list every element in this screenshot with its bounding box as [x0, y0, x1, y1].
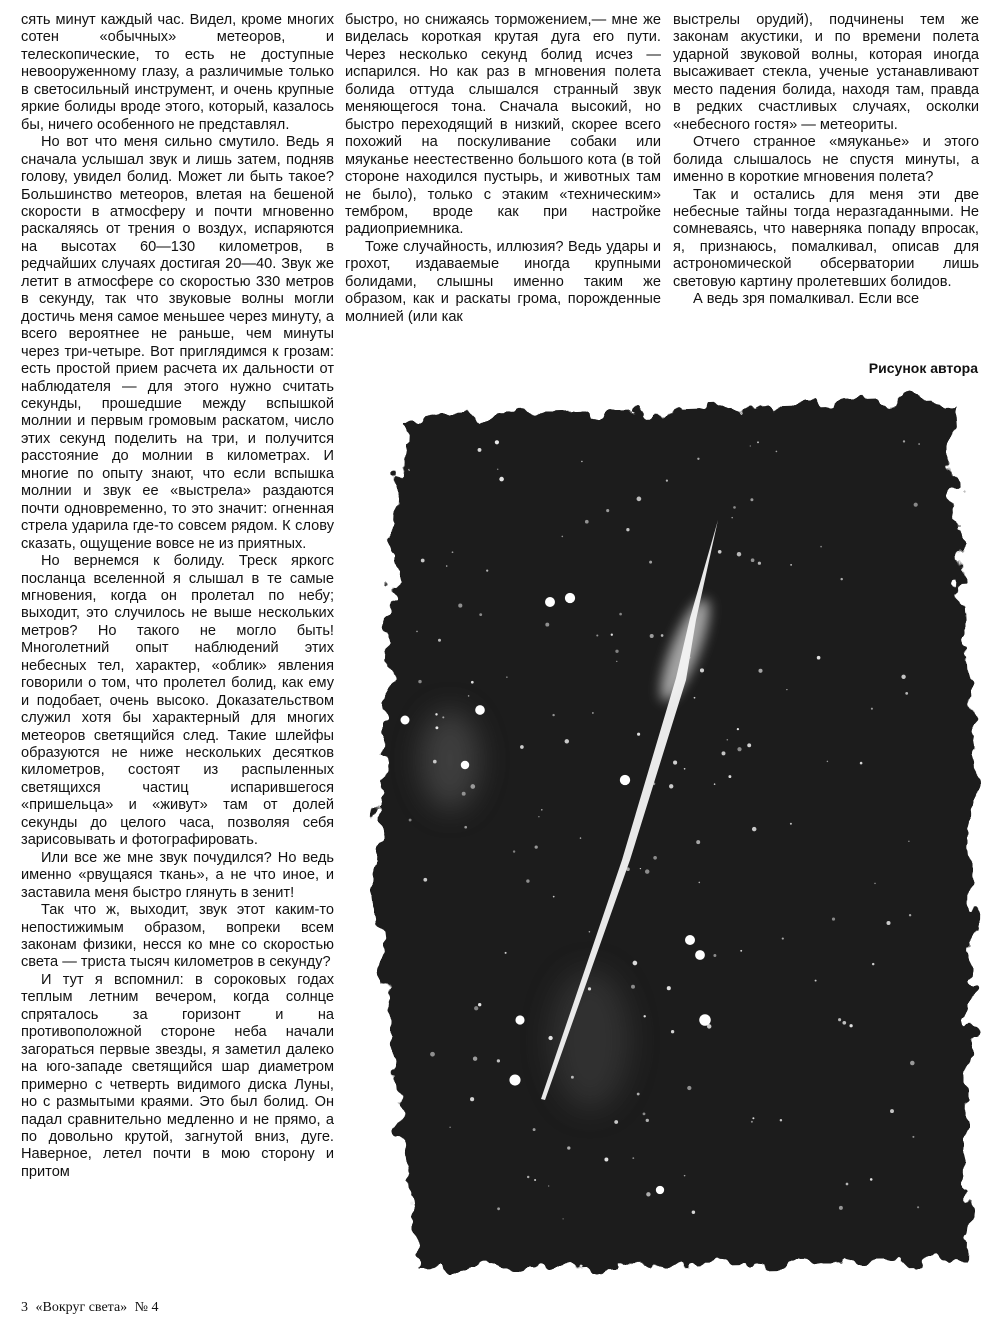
- paragraph: Отчего странное «мяуканье» и этого болида слышалось не спустя минуты, а именно в короткие мгновения полета?: [673, 134, 979, 186]
- star: [581, 461, 582, 462]
- star: [656, 1186, 664, 1194]
- nebula-glow: [420, 710, 480, 810]
- star: [506, 676, 507, 677]
- star: [479, 613, 482, 616]
- star: [541, 809, 543, 811]
- star: [475, 705, 485, 715]
- star: [509, 1074, 520, 1085]
- star: [918, 443, 920, 445]
- star: [430, 1052, 435, 1057]
- star: [653, 856, 657, 860]
- star: [461, 761, 469, 769]
- star: [832, 918, 835, 921]
- meteor-night-sky-illustration: [360, 380, 990, 1280]
- star: [548, 1185, 549, 1186]
- star: [645, 869, 649, 873]
- star: [606, 509, 609, 512]
- star: [842, 1021, 846, 1025]
- star: [619, 613, 622, 616]
- star: [914, 503, 918, 507]
- star: [688, 656, 690, 658]
- star: [535, 845, 538, 848]
- star: [849, 1024, 852, 1027]
- star: [611, 634, 613, 636]
- star: [410, 1201, 413, 1204]
- page-footer: [21, 1300, 163, 1316]
- page-number: 3: [21, 1300, 28, 1315]
- star: [697, 458, 699, 460]
- star: [545, 623, 549, 627]
- star: [499, 477, 504, 482]
- star: [671, 1030, 674, 1033]
- star: [790, 564, 792, 566]
- text-column-3: [673, 12, 979, 309]
- star: [446, 565, 448, 567]
- star: [714, 783, 716, 785]
- star: [890, 1109, 894, 1113]
- star: [538, 816, 539, 817]
- star: [870, 1178, 873, 1181]
- star: [462, 792, 466, 796]
- star: [438, 639, 441, 642]
- star: [684, 1175, 686, 1177]
- star: [737, 728, 739, 730]
- star: [658, 763, 659, 764]
- star: [685, 935, 695, 945]
- star: [737, 552, 741, 556]
- star: [553, 896, 555, 898]
- paragraph: Но вот что меня сильно смутило. Ведь я сначала услышал звук и лишь затем, подняв голову, увидел болид. Может ли быть такое? Большинство метеоров, влетая на бешеной скорости в атмосферу и почти мгновенно раскаляясь от трения о воздух, испаряются на высотах 60—130 километров, в редчайших случаях достигая 20—40. Звук же летит в атмосфере со скоростью 330 метров в секунду, так что звуковые волны могли достичь меня самое меньшее через минуту, а всего вероятнее не раньше, чем минуты через три-четыре. Вот приглядимся к грозам: есть простой прием расчета их дальности от наблюдателя — для этого нужно считать секунды, прошедшие между вспышкой молнии и первым громовым раскатом, число этих секунд поделить на три, и получится расстояние до молнии в километрах. И многие по опыту знают, что если вспышка молнии и звук ее «выстрела» раздаются почти одновременно, то это значит: огненная стрела ударила где-то совсем рядом. К слову сказать, ощущение вовсе не из приятных.: [21, 134, 334, 552]
- night-sky-brush-area: [375, 400, 975, 1270]
- star: [633, 961, 638, 966]
- star: [840, 578, 842, 580]
- star: [669, 784, 673, 788]
- star: [526, 879, 529, 882]
- star: [718, 550, 722, 554]
- illustration-caption: Рисунок автора: [868, 360, 978, 376]
- star: [700, 668, 704, 672]
- star: [567, 1146, 570, 1149]
- star: [684, 768, 686, 770]
- star: [435, 713, 437, 715]
- paragraph: Но вернемся к болиду. Треск яркогс посланца вселенной я слышал в те самые мгновения, когда он пролетал по небу; выходит, это случилось не выше нескольких метров? Но такого не могло быть! Многолетний опыт наблюдений этих небесных тел, характер, «облик» явления говорили о том, что пролетел болид, как ему и подобает, очень высоко. Доказательством служил хотя бы характерный для многих метеоров светящийся след. Такие шлейфы образуются не ниже нескольких десятков километров, состоят из распыленных светящихся частиц испарившегося «пришельца» и «живут» там от долей секунды до целого часа, позволяя себя зарисовывать и фотографировать.: [21, 553, 334, 849]
- star: [910, 1061, 915, 1066]
- star: [776, 451, 778, 453]
- star: [470, 784, 475, 789]
- magazine-name: «Вокруг света»: [35, 1300, 128, 1315]
- paragraph: Так что ж, выходит, звук этот каким-то непостижимым образом, вопреки всем законам физики, несся ко мне со скоростью света — триста тысяч километров в секунду?: [21, 902, 334, 971]
- star: [751, 1121, 753, 1123]
- star: [637, 1093, 640, 1096]
- star: [838, 1018, 841, 1021]
- star: [643, 1113, 646, 1116]
- star: [565, 739, 569, 743]
- star: [908, 841, 909, 842]
- star: [820, 546, 822, 548]
- star: [871, 708, 873, 710]
- star: [474, 1006, 478, 1010]
- star: [912, 1136, 914, 1138]
- paragraph: Или все же мне звук почудился? Но ведь именно «рвущаяся ткань», а не что иное, и заставила меня быстро глянуть в зенит!: [21, 849, 334, 901]
- star: [917, 1206, 919, 1208]
- star: [815, 980, 817, 982]
- star: [839, 1206, 843, 1210]
- star: [901, 675, 905, 679]
- star: [533, 1128, 536, 1131]
- star: [585, 520, 589, 524]
- star: [433, 760, 437, 764]
- star: [468, 695, 470, 697]
- star: [713, 954, 716, 957]
- star: [640, 868, 641, 869]
- star: [909, 914, 911, 916]
- star: [905, 692, 908, 695]
- star: [650, 634, 654, 638]
- star: [626, 528, 629, 531]
- star: [421, 559, 425, 563]
- star: [637, 497, 642, 502]
- star: [752, 1117, 754, 1119]
- star: [513, 850, 515, 852]
- star: [886, 921, 890, 925]
- star: [565, 593, 575, 603]
- star: [545, 597, 555, 607]
- star: [722, 751, 726, 755]
- star: [409, 819, 412, 822]
- star: [666, 480, 668, 482]
- star: [442, 716, 444, 718]
- star: [478, 448, 482, 452]
- star: [632, 1157, 634, 1159]
- text-column-2: [345, 12, 661, 326]
- star: [694, 697, 696, 699]
- star: [695, 950, 705, 960]
- star: [699, 1014, 711, 1026]
- star: [401, 716, 410, 725]
- star: [497, 1059, 500, 1062]
- star: [515, 1015, 524, 1024]
- star: [495, 440, 499, 444]
- star: [449, 1126, 451, 1128]
- star: [423, 878, 427, 882]
- star: [588, 987, 591, 990]
- star: [580, 837, 581, 838]
- star: [562, 1218, 563, 1219]
- star: [604, 1158, 608, 1162]
- star: [637, 733, 640, 736]
- paragraph: выстрелы орудий), подчинены тем же законам акустики, и по времени полета ударной звуковой волны, которая иногда высаживает стекла, ученые устанавливают место падения болида, находя там, правда в редких счастливых случаях, осколки «небесного гостя» — метеориты.: [673, 12, 979, 133]
- star: [673, 761, 677, 765]
- star: [552, 714, 554, 716]
- star: [786, 689, 787, 690]
- star: [471, 681, 474, 684]
- star: [687, 1086, 691, 1090]
- star: [757, 441, 759, 443]
- star: [589, 931, 591, 933]
- paragraph: А ведь зря помалкивал. Если все: [693, 291, 920, 308]
- star: [747, 743, 751, 747]
- star: [571, 1076, 574, 1079]
- star: [667, 986, 671, 990]
- star: [758, 669, 762, 673]
- star: [817, 656, 821, 660]
- star: [497, 1207, 500, 1210]
- star: [486, 570, 488, 572]
- star: [698, 882, 700, 884]
- star: [561, 536, 563, 538]
- star: [631, 985, 635, 989]
- paragraph: И тут я вспомнил: в сороковых годах теплым летним вечером, когда солнце спряталось за горизонт и на противоположной стороне неба начали загораться первые звезды, я заметил далеко на юго-западе светящийся шар диаметром примерно с четверть видимого диска Луны, но с размытыми краями. Это был болид. Он падал сравнительно медленно и не прямо, а по довольно крутой, загнутой вниз, дуге. Наверное, летел почти в мою сторону и притом: [21, 971, 334, 1180]
- star: [874, 883, 876, 885]
- paragraph: быстро, но снижаясь торможением,— мне же виделась короткая крутая дуга его пути. Через несколько секунд болид исчез — испарился. Но как раз в мгновения полета болида оттуда слышался странный звук меняющегося тона. Сначала высокий, но быстро переходящий в низкий, скорее всего похожий на поскуливание собаки или мяуканье неестественно большого кота (в той стороне находился пустырь, и животных там не было), только с этаким «техническим» тембром, вроде как при настройке радиоприемника.: [345, 12, 661, 238]
- star: [731, 517, 733, 519]
- star: [653, 783, 656, 786]
- star: [478, 1003, 481, 1006]
- star: [527, 1176, 529, 1178]
- star: [827, 761, 829, 763]
- star: [435, 726, 438, 729]
- star: [458, 604, 462, 608]
- star: [615, 650, 618, 653]
- star: [614, 1120, 618, 1124]
- text-column-1: [21, 12, 334, 1181]
- star: [872, 963, 874, 965]
- star: [416, 631, 418, 633]
- star: [707, 1024, 711, 1028]
- star: [661, 634, 664, 637]
- star: [860, 762, 863, 765]
- star: [620, 775, 630, 785]
- star: [649, 561, 652, 564]
- star: [751, 558, 755, 562]
- star: [497, 468, 499, 470]
- paragraph: Тоже случайность, иллюзия? Ведь удары и грохот, издаваемые иногда крупными болидами, слышны именно таким же образом, как и раскаты грома, порожденные молнией (или как: [345, 238, 661, 325]
- star: [452, 551, 454, 553]
- star: [752, 827, 756, 831]
- star: [616, 661, 617, 662]
- star: [737, 747, 741, 751]
- star: [643, 1015, 645, 1017]
- star: [903, 440, 905, 442]
- star: [696, 840, 700, 844]
- star: [626, 867, 630, 871]
- star: [750, 498, 753, 501]
- paragraph: сять минут каждый час. Видел, кроме многих сотен «обычных» метеоров, и телескопические, то есть не доступные невооруженному глазу, а различимые только в светосильный инструмент, и очень крупные яркие болиды вроде этого, который, казалось бы, ничего особенного не представлял.: [21, 12, 334, 133]
- star: [728, 775, 731, 778]
- star: [520, 745, 524, 749]
- star: [464, 826, 467, 829]
- star: [505, 952, 507, 954]
- star: [548, 1036, 552, 1040]
- star: [780, 1119, 782, 1121]
- issue-number: № 4: [134, 1300, 159, 1315]
- star: [727, 739, 729, 741]
- star: [782, 938, 784, 940]
- star: [646, 1192, 650, 1196]
- star: [740, 950, 742, 952]
- paragraph: Так и остались для меня эти две небесные тайны тогда неразгаданными. Не сомневаясь, что наверняка попаду впросак, я, признаюсь, помалкивал, описав для астрономической обсерватории лишь световую картину пролетевших болидов.: [673, 186, 979, 290]
- star: [692, 1210, 695, 1213]
- star: [758, 562, 761, 565]
- star: [534, 1179, 536, 1181]
- star: [596, 634, 598, 636]
- star: [846, 1183, 849, 1186]
- star: [473, 1056, 477, 1060]
- star: [733, 506, 736, 509]
- star: [790, 823, 792, 825]
- star: [646, 1119, 649, 1122]
- star: [418, 680, 421, 683]
- star: [470, 1097, 474, 1101]
- star: [750, 445, 751, 446]
- star: [592, 712, 593, 713]
